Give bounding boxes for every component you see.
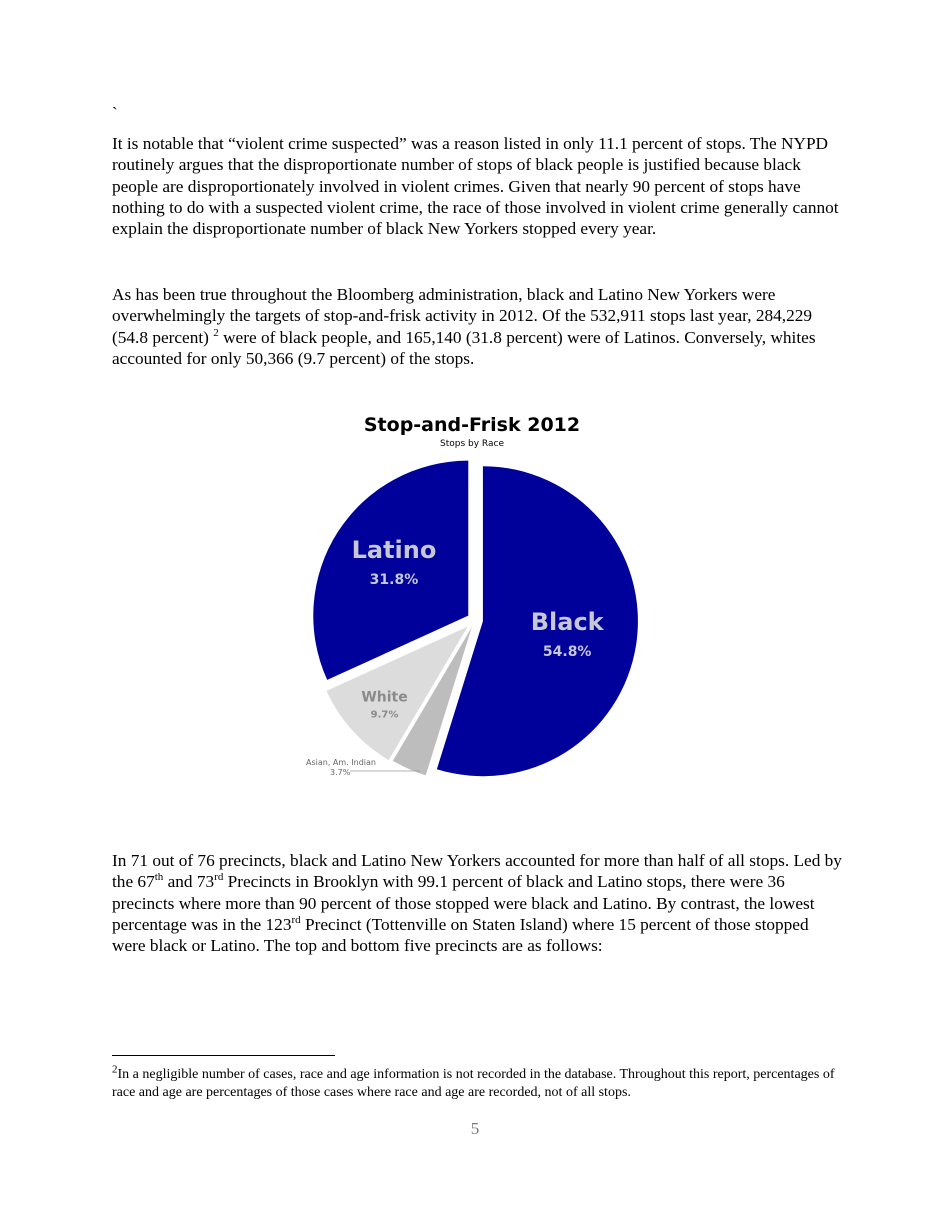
- page-number: 5: [470, 1119, 480, 1138]
- footnote-separator: [112, 1055, 335, 1056]
- paragraph-precincts-part2: and 73: [163, 872, 215, 892]
- slice-value-asian-am-indian: 3.7%: [330, 768, 351, 777]
- paragraph-precincts-part3: Precincts in Brooklyn with 99.1 percent of black and Latino stops, there were 36 precincts where more than 90 percent of those stopped were black and Latino. By contrast, the lowest percentage was in the 123: [112, 872, 815, 934]
- paragraph-precincts: [112, 850, 842, 956]
- paragraph-violent-crime: It is notable that “violent crime suspected” was a reason listed in only 11.1 percent of stops. The NYPD routinely argues that the disproportionate number of stops of black people is justified because black people are disproportionately involved in violent crimes. Given that nearly 90 percent of stops have nothing to do with a suspected violent crime, the race of those involved in violent crime generally cannot explain the disproportionate number of black New Yorkers stopped every year.: [112, 134, 839, 239]
- footnote-ref[interactable]: 2: [213, 326, 219, 339]
- paragraph-race-stops-part2: were of black people, and 165,140 (31.8 percent) were of Latinos. Conversely, whites accounted for only 50,366 (9.7 percent) of the stops.: [112, 327, 816, 368]
- slice-value-black: 54.8%: [542, 644, 592, 661]
- paragraph-race-stops-part1: As has been true throughout the Bloomberg administration, black and Latino New Yorkers were overwhelmingly the targets of stop-and-frisk activity in 2012. Of the 532,911 stops last year, 284,229 (54.8 percent): [112, 285, 813, 347]
- paragraph-race-stops: [112, 284, 842, 369]
- chart-title: Stop-and-Frisk 2012: [363, 414, 581, 436]
- sup-rd-1: rd: [214, 871, 224, 884]
- footnote-text: In a negligible number of cases, race and age information is not recorded in the database. Throughout this report, percentages of race and age are percentages of those cases where race and age are recorded, not of all stops.: [112, 1067, 835, 1100]
- slice-value-latino: 31.8%: [369, 571, 419, 588]
- footnote: [112, 1063, 852, 1102]
- slice-label-latino: Latino: [351, 535, 437, 564]
- chart-subtitle: Stops by Race: [440, 439, 504, 449]
- slice-value-white: 9.7%: [370, 709, 399, 721]
- paragraph-precincts-part4: Precinct (Tottenville on Staten Island) where 15 percent of those stopped were black or Latino. The top and bottom five precincts are as follows:: [112, 914, 809, 956]
- sup-th: th: [154, 871, 164, 884]
- header-mark: `: [112, 104, 118, 123]
- slice-label-black: Black: [530, 608, 604, 637]
- footnote-number: 2: [112, 1063, 118, 1076]
- paragraph-precincts-part1: In 71 out of 76 precincts, black and Latino New Yorkers accounted for more than half of all stops. Led by the 67: [112, 851, 842, 892]
- pie-chart: [280, 405, 670, 790]
- sup-rd-2: rd: [291, 914, 301, 927]
- slice-label-white: White: [361, 689, 408, 706]
- slice-label-asian-am-indian: Asian, Am. Indian: [306, 758, 376, 767]
